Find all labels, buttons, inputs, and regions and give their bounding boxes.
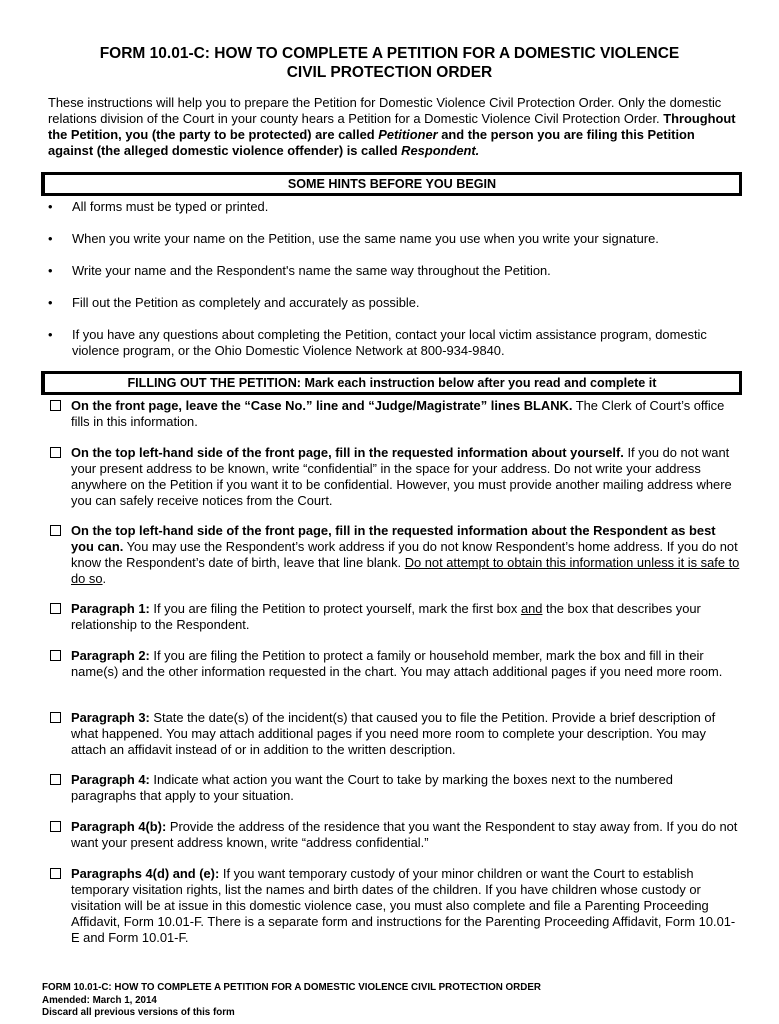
hints-header: SOME HINTS BEFORE YOU BEGIN — [41, 172, 742, 196]
instruction-item-paragraph-4d-e: Paragraphs 4(d) and (e): If you want temporary custody of your minor children or want the Court to establish temporary visitation rights, list the names and birth dates of the children. If you have children whose custody or visitation will be at issue in this domestic violence case, you must also complete and file a Parenting Proceeding Affidavit, Form 10.01-F. There is a separate form and instructions for the Parenting Proceeding Affidavit, Form 10.01-E and Form 10.01-F. — [50, 866, 740, 946]
checkbox[interactable] — [50, 774, 61, 785]
filling-header: FILLING OUT THE PETITION: Mark each instruction below after you read and complete it — [41, 371, 742, 395]
page-footer — [42, 982, 541, 1020]
instruction-item-paragraph-1: Paragraph 1: If you are filing the Petition to protect yourself, mark the first box and the box that describes your relationship to the Respondent. — [50, 601, 740, 633]
intro-respondent: Respondent. — [401, 143, 480, 158]
hint-item: • All forms must be typed or printed. — [48, 199, 269, 214]
checkbox[interactable] — [50, 525, 61, 536]
hint-item: • Write your name and the Respondent's name the same way throughout the Petition. — [48, 263, 551, 278]
footer-discard-note: Discard all previous versions of this form — [42, 1007, 235, 1018]
page-title — [60, 44, 719, 82]
instruction-item-paragraph-4b: Paragraph 4(b): Provide the address of the residence that you want the Respondent to stay away from. If you do not want your present address known, write “address confidential.” — [50, 819, 740, 851]
checkbox[interactable] — [50, 603, 61, 614]
hint-item: • Fill out the Petition as completely and accurately as possible. — [48, 295, 420, 310]
instruction-item-paragraph-4: Paragraph 4: Indicate what action you want the Court to take by marking the boxes next to the numbered paragraphs that apply to your situation. — [50, 772, 740, 804]
checkbox[interactable] — [50, 447, 61, 458]
title-line-1: FORM 10.01-C: HOW TO COMPLETE A PETITION FOR A DOMESTIC VIOLENCE — [99, 45, 680, 62]
hint-item: • If you have any questions about completing the Petition, contact your local victim assistance program, domestic violence program, or the Ohio Domestic Violence Network at 800-934-9840. — [48, 327, 707, 358]
checkbox[interactable] — [50, 650, 61, 661]
bullet-icon: • — [48, 263, 53, 278]
bullet-icon: • — [48, 295, 53, 310]
instruction-item-yourself: On the top left-hand side of the front page, fill in the requested information about yourself. If you do not want your present address to be known, write “confidential” in the space for your address. Do not write your address anywhere on the Petition if you want it to be confidential. However, you must provide another mailing address where you can safely receive notices from the Court. — [50, 445, 740, 509]
checkbox[interactable] — [50, 821, 61, 832]
intro-bold-2: and the person you are filing this Petition against (the alleged domestic violence offender) is called — [48, 127, 695, 158]
intro-text: These instructions will help you to prepare the Petition for Domestic Violence Civil Protection Order. Only the domestic relations division of the Court in your county hears a Petition for a Domestic Violence Civil Protection Order. — [48, 95, 722, 126]
checkbox[interactable] — [50, 868, 61, 879]
checkbox[interactable] — [50, 400, 61, 411]
intro-paragraph — [48, 95, 738, 159]
intro-petitioner: Petitioner — [378, 127, 438, 142]
intro-bold-1: Throughout the Petition, you (the party to be protected) are called — [48, 111, 736, 142]
checkbox[interactable] — [50, 712, 61, 723]
footer-form-title: FORM 10.01-C: HOW TO COMPLETE A PETITION FOR A DOMESTIC VIOLENCE CIVIL PROTECTION ORDER — [42, 982, 541, 993]
instruction-item-front-page: On the front page, leave the “Case No.” line and “Judge/Magistrate” lines BLANK. The Clerk of Court’s office fills in this information. — [50, 398, 740, 430]
footer-amended: Amended: March 1, 2014 — [42, 994, 157, 1006]
bullet-icon: • — [48, 199, 53, 214]
instruction-item-paragraph-2: Paragraph 2: If you are filing the Petition to protect a family or household member, mark the box and fill in their name(s) and the other information requested in the chart. You may attach additional pages if you need more room. — [50, 648, 740, 680]
bullet-icon: • — [48, 327, 53, 342]
title-line-2: CIVIL PROTECTION ORDER — [286, 64, 493, 81]
bullet-icon: • — [48, 231, 53, 246]
instruction-item-paragraph-3: Paragraph 3: State the date(s) of the incident(s) that caused you to file the Petition. Provide a brief description of what happened. You may attach additional pages if you need more room to complete your description. You may attach an affidavit instead of or in addition to the written description. — [50, 710, 740, 758]
hint-item: • When you write your name on the Petition, use the same name you use when you write your signature. — [48, 231, 659, 246]
instruction-item-respondent: On the top left-hand side of the front page, fill in the requested information about the Respondent as best you can. You may use the Respondent’s work address if you do not know Respondent’s home address. If you do not know the Respondent’s date of birth, leave that line blank. Do not attempt to obtain this information unless it is safe to do so. — [50, 523, 740, 587]
